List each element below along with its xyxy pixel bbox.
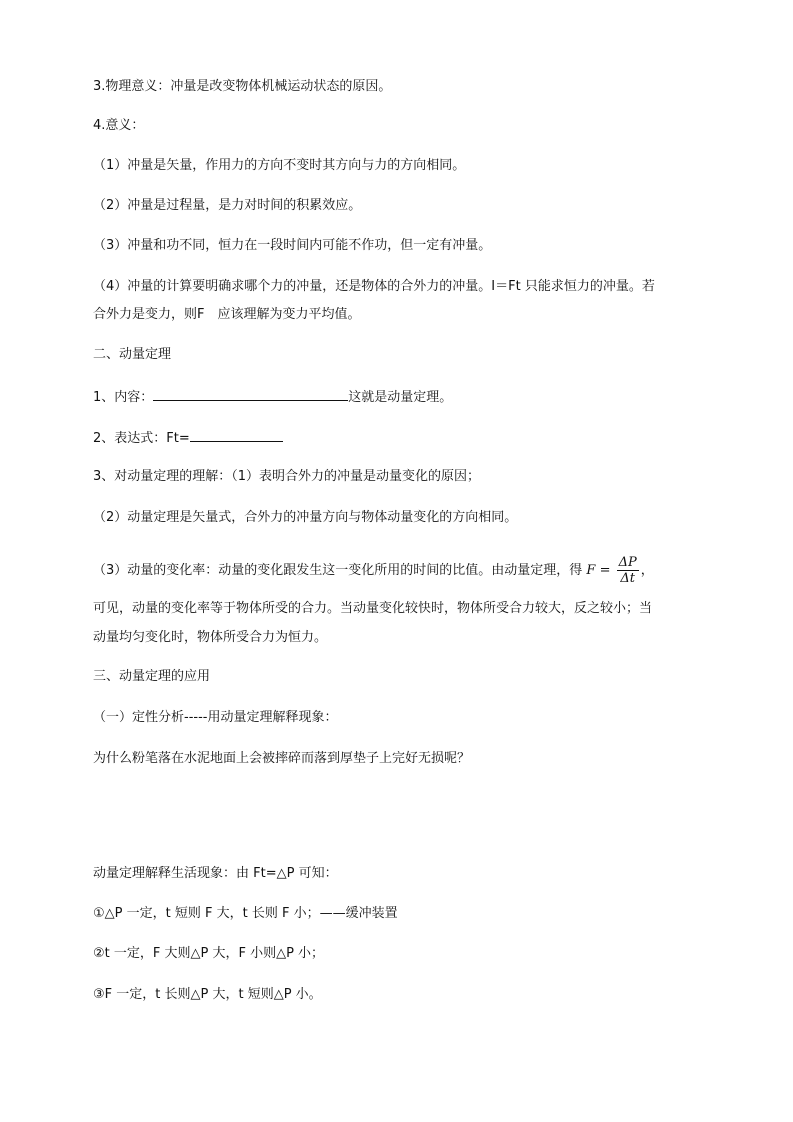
significance-point-1: （1）冲量是矢量，作用力的方向不变时其方向与力的方向相同。 (93, 158, 466, 173)
case-1: ①△P 一定，t 短则 F 大，t 长则 F 小；——缓冲装置 (93, 906, 398, 921)
understanding-line-5: 动量均匀变化时，物体所受合力为恒力。 (93, 630, 328, 645)
formula-numerator: ΔP (618, 555, 637, 570)
significance-heading: 4.意义： (93, 118, 145, 133)
understanding-line-1: 3、对动量定理的理解：（1）表明合外力的冲量是动量变化的原因； (93, 469, 481, 484)
formula-fraction (617, 555, 639, 586)
content-line (93, 386, 452, 408)
significance-point-2: （2）冲量是过程量，是力对时间的积累效应。 (93, 198, 362, 213)
significance-point-3: （3）冲量和功不同，恒力在一段时间内可能不作功，但一定有冲量。 (93, 238, 492, 253)
physical-meaning-line: 3.物理意义：冲量是改变物体机械运动状态的原因。 (93, 79, 392, 94)
formula-lhs: F = (586, 563, 615, 578)
content-blank[interactable] (153, 386, 348, 401)
qualitative-analysis-heading: （一）定性分析-----用动量定理解释现象： (93, 710, 338, 725)
case-2: ②t 一定，F 大则△P 大，F 小则△P 小； (93, 946, 325, 961)
expression-line (93, 427, 283, 449)
formula-tail: ， (640, 563, 654, 578)
formula-denominator: Δt (620, 571, 635, 586)
understanding-line-2: （2）动量定理是矢量式，合外力的冲量方向与物体动量变化的方向相同。 (93, 510, 518, 525)
expression-label: 2、表达式：Ft= (93, 431, 190, 446)
understanding-line-4: 可见，动量的变化率等于物体所受的合力。当动量变化较快时，物体所受合力较大，反之较小；当 (93, 601, 653, 616)
section-2-heading: 二、动量定理 (93, 347, 172, 362)
understanding-line-3 (93, 549, 654, 593)
section-3-heading: 三、动量定理的应用 (93, 669, 211, 684)
content-label: 1、内容： (93, 390, 154, 405)
significance-point-4-line-2: 合外力是变力，则F 应该理解为变力平均值。 (93, 307, 361, 322)
expression-blank[interactable] (190, 427, 283, 442)
case-3: ③F 一定，t 长则△P 大，t 短则△P 小。 (93, 987, 322, 1002)
question-line: 为什么粉笔落在水泥地面上会被摔碎而落到厚垫子上完好无损呢？ (93, 751, 471, 766)
content-suffix: 这就是动量定理。 (348, 390, 453, 405)
explanation-line: 动量定理解释生活现象：由 Ft=△P 可知： (93, 866, 338, 881)
significance-point-4-line-1: （4）冲量的计算要明确求哪个力的冲量，还是物体的合外力的冲量。I＝Ft 只能求恒力的冲量。若 (93, 279, 655, 294)
rate-of-change-text: （3）动量的变化率：动量的变化跟发生这一变化所用的时间的比值。由动量定理，得 (93, 563, 583, 578)
